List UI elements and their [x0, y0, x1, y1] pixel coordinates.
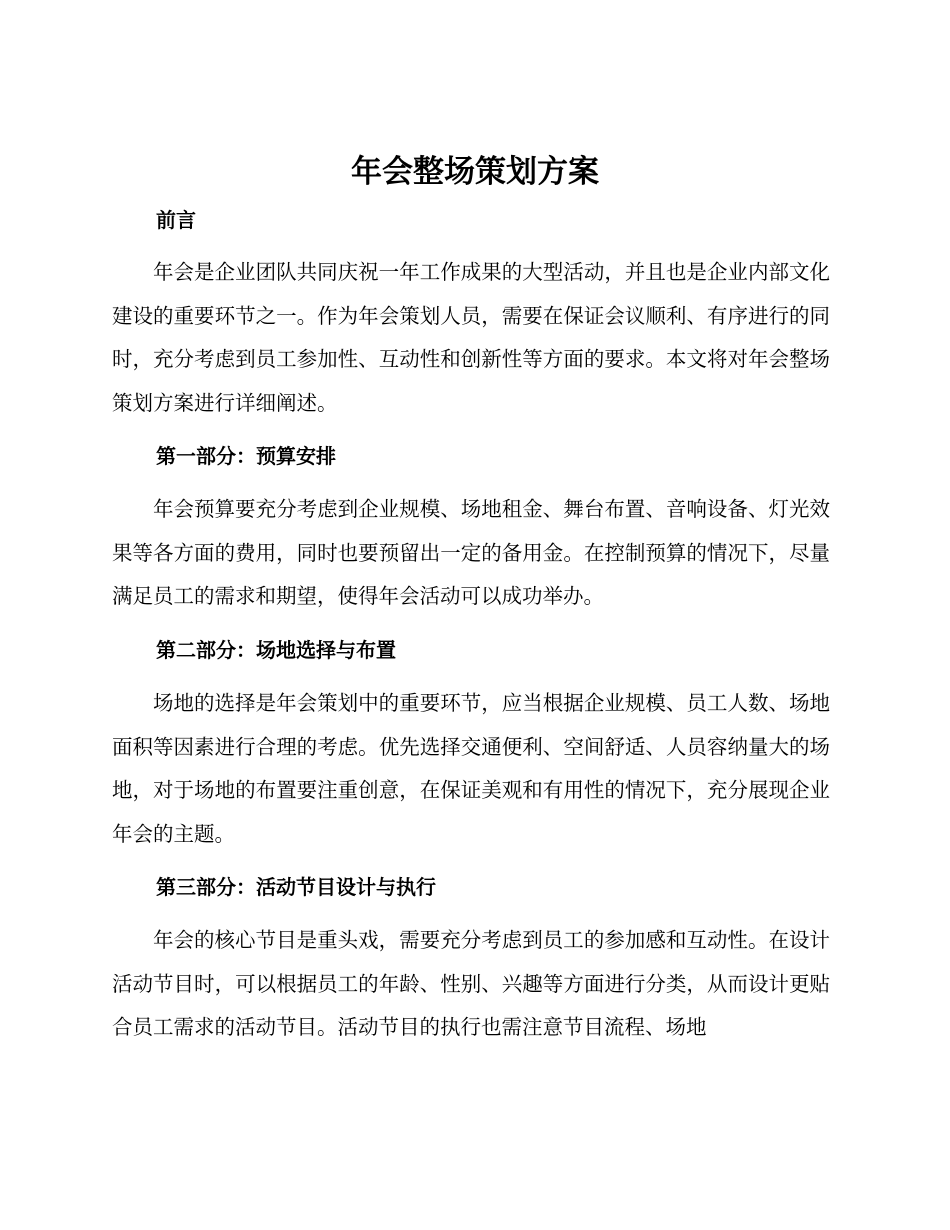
section-heading-venue: 第二部分：场地选择与布置 [156, 638, 396, 662]
section-body-preface: 年会是企业团队共同庆祝一年工作成果的大型活动，并且也是企业内部文化建设的重要环节之一。作为年会策划人员，需要在保证会议顺利、有序进行的同时，充分考虑到员工参加性、互动性和创新性等方面的要求。本文将对年会整场策划方案进行详细阐述。 [112, 260, 830, 415]
section-body-program: 年会的核心节目是重头戏，需要充分考虑到员工的参加感和互动性。在设计活动节目时，可以根据员工的年龄、性别、兴趣等方面进行分类，从而设计更贴合员工需求的活动节目。活动节目的执行也需注意节目流程、场地 [112, 928, 830, 1039]
document-title: 年会整场策划方案 [351, 154, 599, 190]
section-body-budget: 年会预算要充分考虑到企业规模、场地租金、舞台布置、音响设备、灯光效果等各方面的费用，同时也要预留出一定的备用金。在控制预算的情况下，尽量满足员工的需求和期望，使得年会活动可以成功举办。 [112, 497, 830, 608]
section-heading-program: 第三部分：活动节目设计与执行 [156, 875, 436, 899]
section-heading-preface: 前言 [156, 208, 196, 232]
section-heading-budget: 第一部分：预算安排 [156, 444, 336, 468]
section-body-venue: 场地的选择是年会策划中的重要环节，应当根据企业规模、员工人数、场地面积等因素进行合理的考虑。优先选择交通便利、空间舒适、人员容纳量大的场地，对于场地的布置要注重创意，在保证美观和有用性的情况下，充分展现企业年会的主题。 [112, 691, 830, 846]
